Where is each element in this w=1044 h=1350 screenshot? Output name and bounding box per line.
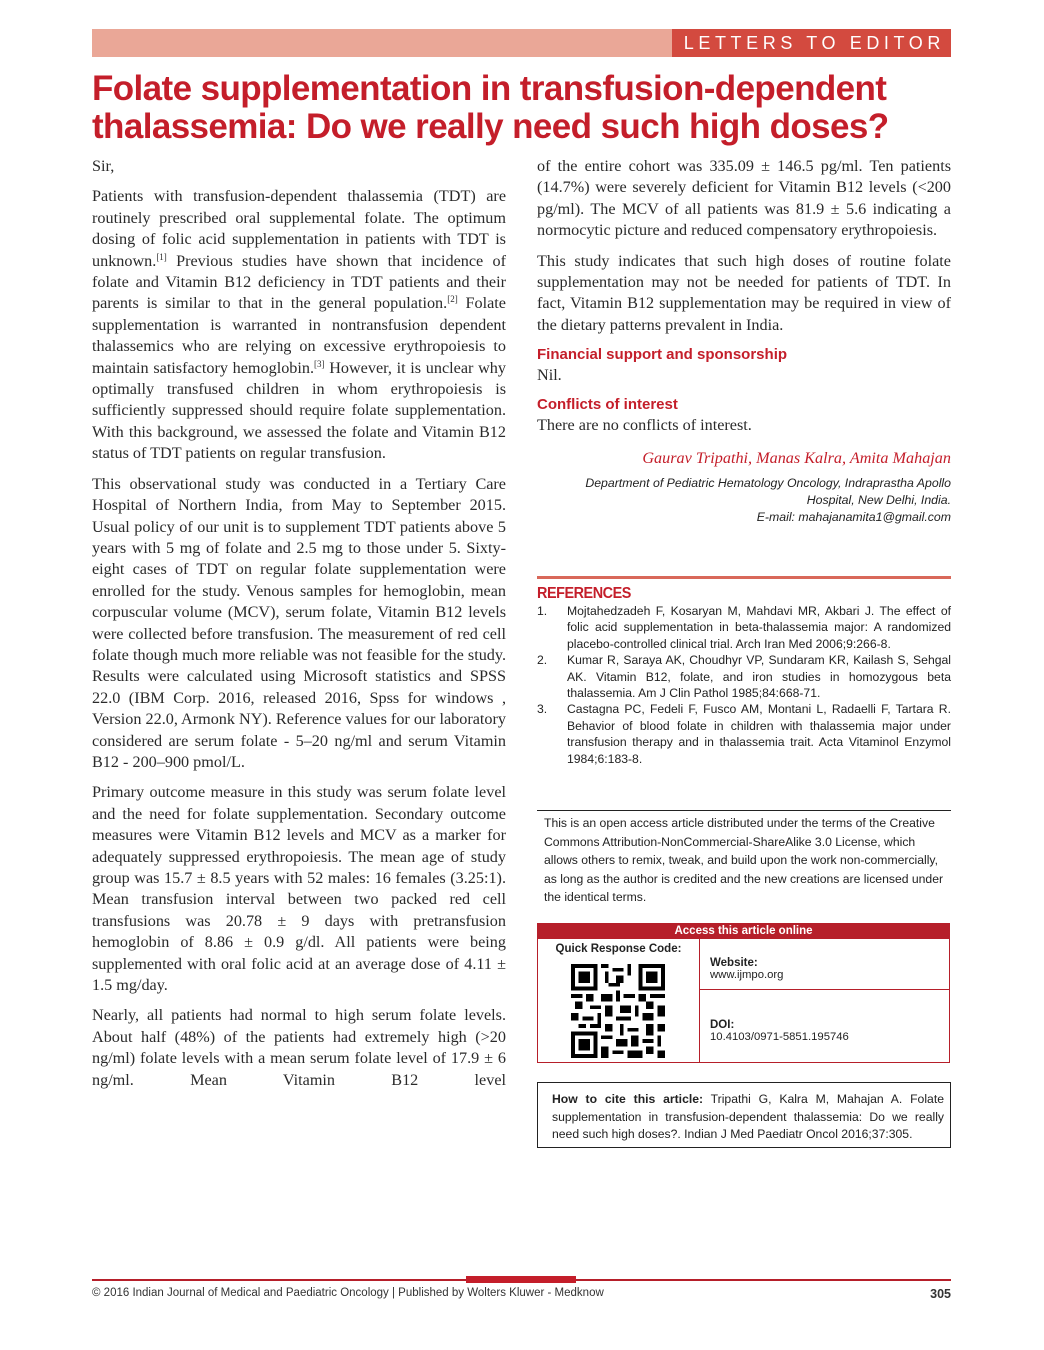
paragraph-results-part1: Nearly, all patients had normal to high serum folate levels. About half (48%) of the patients had extremely high (>20 ng/ml) folate levels with a mean serum folate level of 17.9 ± 6 ng/ml. Mean Vitamin B12 level	[92, 1006, 506, 1089]
cite-label: How to cite this article:	[552, 1092, 704, 1106]
reference-item: 3. Castagna PC, Fedeli F, Fusco AM, Montani L, Radaelli F, Tartara R. Behavior of blood folate in children with thalassemia major under transfusion therapy and in thalassemia trait. Acta Vitaminol Enzymol 1984;6:183-8.	[537, 702, 951, 766]
citation-ref-3[interactable]: [3]	[314, 358, 325, 369]
left-column	[92, 156, 506, 1100]
website-link[interactable]: www.ijmpo.org	[710, 969, 784, 981]
website-cell	[700, 939, 950, 990]
financial-support-text: Nil.	[537, 366, 562, 385]
qr-code-icon[interactable]	[571, 964, 665, 1058]
financial-support-heading: Financial support and sponsorship	[537, 346, 788, 364]
page-number: 305	[930, 1287, 951, 1301]
conflicts-heading: Conflicts of interest	[537, 395, 678, 413]
reference-item: 2. Kumar R, Saraya AK, Choudhyr VP, Sundaram KR, Kailash S, Sehgal AK. Vitamin B12, folate, and iron studies in homozygous beta thalassemia. Am J Clin Pathol 1985;84:668-71.	[537, 653, 951, 701]
references-section	[537, 576, 951, 767]
author-names: Gaurav Tripathi, Manas Kalra, Amita Mahajan	[642, 449, 951, 468]
paragraph-intro: Patients with transfusion-dependent thalassemia (TDT) are routinely prescribed oral supplemental folate. The optimum dosing of folic acid supplementation in patients with TDT is unknown.[1] Previous studies have shown that incidence of folate and Vitamin B12 deficiency in TDT patients and their parents is similar to that in the general population.[2] Folate supplementation is warranted in nontransfusion dependent thalassemics who are relying on excessive erythropoiesis to maintain satisfactory hemoglobin.[3] However, it is unclear why optimally transfused children in whom erythropoiesis is sufficiently suppressed should require folate supplementation. With this background, we assessed the folate and Vitamin B12 status of TDT patients on regular transfusion.	[92, 187, 506, 463]
citation-ref-2[interactable]: [2]	[447, 294, 458, 305]
author-email[interactable]: E-mail: mahajanamita1@gmail.com	[756, 510, 951, 525]
doi-label: DOI:	[710, 1019, 735, 1031]
footer	[92, 1287, 951, 1299]
reference-item: 1. Mojtahedzadeh F, Kosaryan M, Mahdavi MR, Akbari J. The effect of folic acid supplementation in beta-thalassemia major: A randomized placebo-controlled clinical trial. Arch Iran Med 2006;9:266-8.	[537, 604, 951, 651]
paragraph-results-part2: of the entire cohort was 335.09 ± 146.5 pg/ml. Ten patients (14.7%) were severely deficient for Vitamin B12 levels (<200 pg/ml). The MCV of all patients was 81.9 ± 5.6 indicating a normocytic picture and reduced compensatory erythropoiesis.	[537, 157, 951, 240]
author-affiliation: Department of Pediatric Hematology Oncology, Indraprastha Apollo Hospital, New Delhi, India. E-mail: mahajanamita1@gmail.com	[537, 475, 951, 526]
open-access-notice: This is an open access article distributed under the terms of the Creative Commons Attribution-NonCommercial-ShareAlike 3.0 License, which allows others to remix, tweak, and build upon the work non-commercially, as long as the author is credited and the new creations are licensed under the identical terms.	[537, 810, 951, 907]
right-column	[537, 156, 951, 526]
salutation: Sir,	[92, 157, 115, 175]
paragraph-outcomes: Primary outcome measure in this study was serum folate level and the need for folate supplementation. Secondary outcome measures were Vitamin B12 levels and MCV as a marker for adequately suppressed erythropoiesis. The mean age of study group was 15.7 ± 8.5 years with 52 males: 16 females (3.25:1). Mean transfusion interval between two packed red cell transfusions was 20.78 ± 9 days with pretransfusion hemoglobin of 8.86 ± 0.9 g/dl. All patients were being supplemented with oral folic acid at an average dose of 4.11 ± 1.5 mg/day.	[92, 783, 506, 995]
qr-label: Quick Response Code:	[555, 943, 682, 955]
footer-copyright: © 2016 Indian Journal of Medical and Paediatric Oncology | Published by Wolters Kluwer - Medknow	[92, 1287, 604, 1299]
qr-cell	[538, 939, 700, 1063]
website-label: Website:	[710, 957, 758, 969]
article-title: Folate supplementation in transfusion-dependent thalassemia: Do we really need such high doses?	[92, 69, 889, 146]
doi-cell	[700, 991, 950, 1063]
section-label: LETTERS TO EDITOR	[672, 29, 951, 57]
section-header-bar	[92, 29, 951, 57]
paragraph-conclusion: This study indicates that such high doses of routine folate supplementation may not be needed for patients of TDT. In fact, Vitamin B12 supplementation may be required in view of the dietary patterns prevalent in India.	[537, 251, 951, 334]
how-to-cite-box	[537, 1082, 951, 1148]
access-online-box	[537, 923, 950, 1063]
footer-accent-bar	[466, 1276, 576, 1283]
access-box-heading: Access this article online	[538, 924, 949, 939]
citation-ref-1[interactable]: [1]	[156, 251, 167, 262]
cite-text: Tripathi G, Kalra M, Mahajan A. Folate supplementation in transfusion-dependent thalassemia: Do we really need such high doses?. Indian J Med Paediatr Oncol 2016;37:305.	[552, 1092, 944, 1142]
references-heading: REFERENCES	[537, 585, 631, 602]
doi-link[interactable]: 10.4103/0971-5851.195746	[710, 1031, 849, 1043]
paragraph-methods: This observational study was conducted in a Tertiary Care Hospital of Northern India, from May to September 2015. Usual policy of our unit is to supplement TDT patients above 5 years with 5 mg of folate and 2.5 mg to those under 5. Sixty-eight cases of TDT on regular folate supplementation were enrolled for the study. Venous samples for hemoglobin, mean corpuscular volume (MCV), serum folate, Vitamin B12 levels were collected before transfusion. The measurement of red cell folate though much more reliable was not feasible for the study. Results were calculated using Microsoft statistics and SPSS 22.0 (IBM Corp. 2016, released 2016, Spss for windows , Version 22.0, Armonk NY). Reference values for our laboratory considered are serum folate - 5–20 ng/ml and serum Vitamin B12 - 200–900 pmol/L.	[92, 474, 507, 771]
conflicts-text: There are no conflicts of interest.	[537, 415, 752, 434]
